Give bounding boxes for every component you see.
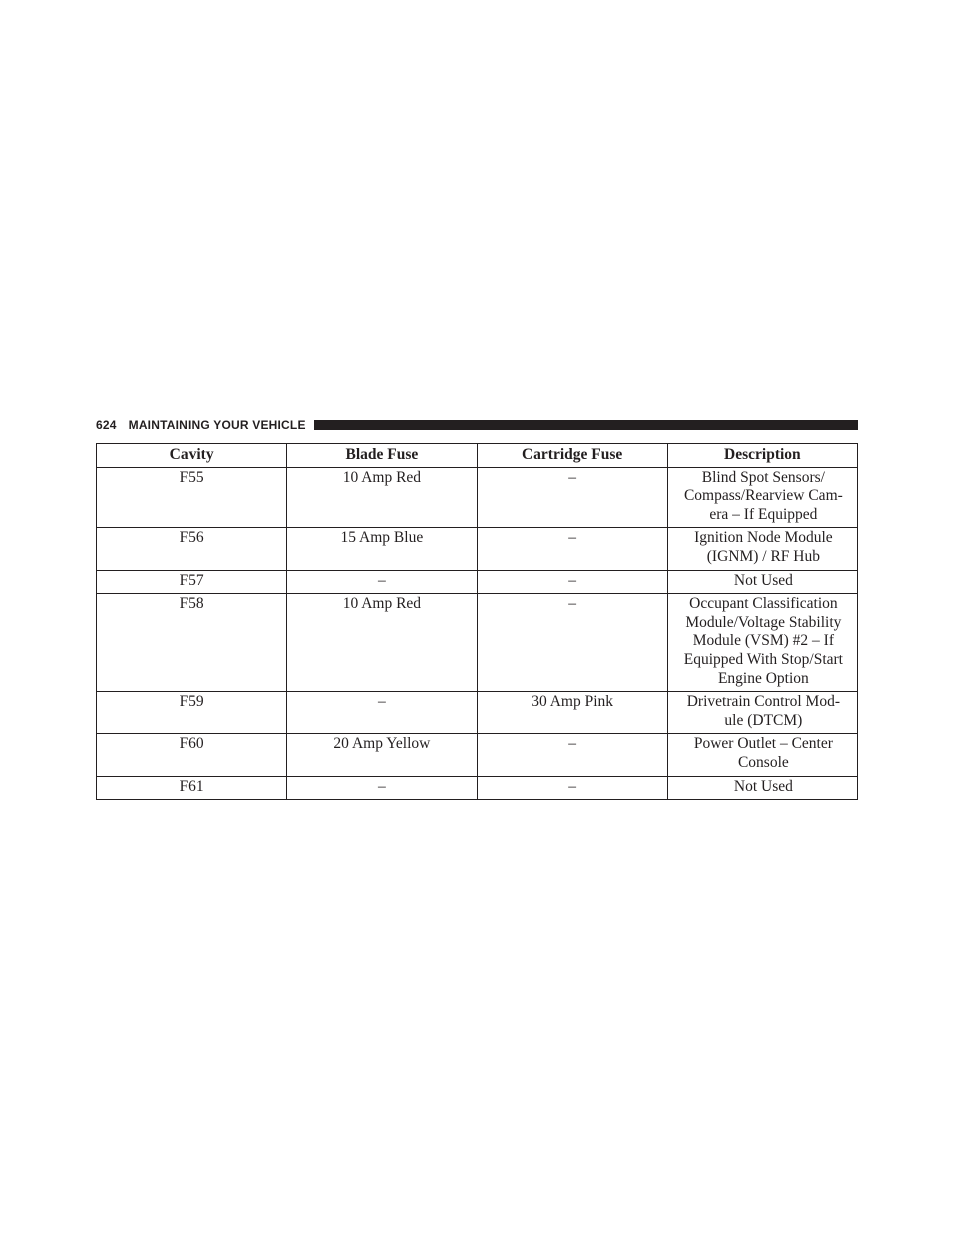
table-row [97, 776, 858, 800]
running-header [96, 417, 858, 433]
table-row [97, 467, 858, 528]
cartridge-fuse-cell: – [477, 570, 667, 594]
cavity-cell: F56 [97, 528, 287, 570]
description-line: Occupant Classification [689, 595, 838, 613]
cavity-cell: F55 [97, 467, 287, 528]
column-header-cartridge-fuse: Cartridge Fuse [477, 444, 667, 468]
blade-fuse-cell: – [287, 570, 477, 594]
description-cell [667, 467, 857, 528]
table-row [97, 570, 858, 594]
table-row [97, 734, 858, 776]
cartridge-fuse-cell: – [477, 528, 667, 570]
blade-fuse-cell: – [287, 692, 477, 734]
description-line: Module (VSM) #2 – If [692, 632, 834, 650]
page-number: 624 [96, 418, 117, 432]
cartridge-fuse-cell: 30 Amp Pink [477, 692, 667, 734]
description-cell [667, 776, 857, 800]
description-line: Drivetrain Control Mod- [686, 693, 840, 711]
header-rule [314, 420, 858, 430]
description-line: (IGNM) / RF Hub [706, 547, 820, 565]
description-cell [667, 734, 857, 776]
description-line: Ignition Node Module [694, 529, 833, 547]
description-cell [667, 594, 857, 692]
description-line: Not Used [733, 571, 793, 589]
description-cell [667, 570, 857, 594]
description-line: Not Used [733, 777, 793, 795]
description-line: Equipped With Stop/Start [683, 650, 843, 668]
blade-fuse-cell: 20 Amp Yellow [287, 734, 477, 776]
blade-fuse-cell: – [287, 776, 477, 800]
blade-fuse-cell: 15 Amp Blue [287, 528, 477, 570]
description-line: Module/Voltage Stability [685, 613, 842, 631]
description-line: ule (DTCM) [724, 711, 803, 729]
table-row [97, 528, 858, 570]
cavity-cell: F57 [97, 570, 287, 594]
cavity-cell: F59 [97, 692, 287, 734]
cavity-cell: F58 [97, 594, 287, 692]
column-header-description: Description [667, 444, 857, 468]
description-cell [667, 528, 857, 570]
table-row [97, 692, 858, 734]
description-line: Console [737, 753, 789, 771]
cartridge-fuse-cell: – [477, 776, 667, 800]
table-header-row [97, 444, 858, 468]
blade-fuse-cell: 10 Amp Red [287, 467, 477, 528]
section-title: MAINTAINING YOUR VEHICLE [128, 418, 306, 432]
column-header-cavity: Cavity [97, 444, 287, 468]
description-cell [667, 692, 857, 734]
description-line: Power Outlet – Center [693, 735, 833, 753]
description-line: Blind Spot Sensors/ [701, 468, 825, 486]
cartridge-fuse-cell: – [477, 734, 667, 776]
description-line: Engine Option [717, 669, 809, 687]
cartridge-fuse-cell: – [477, 594, 667, 692]
cartridge-fuse-cell: – [477, 467, 667, 528]
fuse-table [96, 443, 858, 800]
blade-fuse-cell: 10 Amp Red [287, 594, 477, 692]
column-header-blade-fuse: Blade Fuse [287, 444, 477, 468]
cavity-cell: F60 [97, 734, 287, 776]
table-row [97, 594, 858, 692]
description-line: era – If Equipped [709, 505, 818, 523]
cavity-cell: F61 [97, 776, 287, 800]
description-line: Compass/Rearview Cam- [683, 487, 843, 505]
